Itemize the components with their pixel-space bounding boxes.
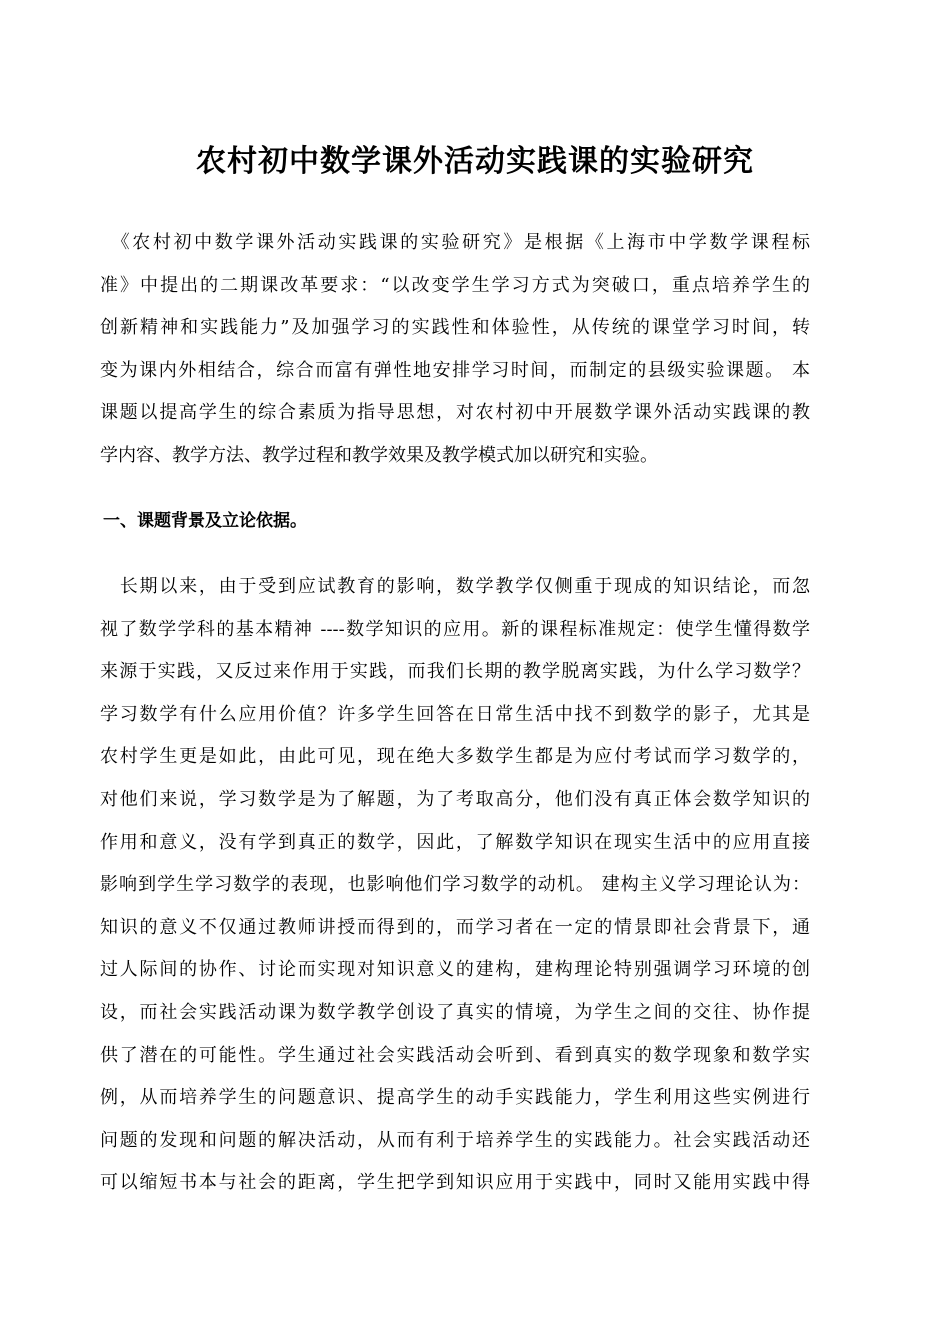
body-line: 来源于实践，又反过来作用于实践，而我们长期的教学脱离实践，为什么学习数学？ (100, 661, 810, 683)
body-line: 知识的意义不仅通过教师讲授而得到的，而学习者在一定的情景即社会背景下，通 (100, 916, 810, 938)
intro-line: 变为课内外相结合，综合而富有弹性地安排学习时间，而制定的县级实验课题。 本 (100, 359, 810, 381)
document-title: 农村初中数学课外活动实践课的实验研究 (196, 144, 754, 179)
body-line: 对他们来说，学习数学是为了解题，为了考取高分，他们没有真正体会数学知识的 (100, 788, 810, 810)
intro-line: 准》中提出的二期课改革要求：“以改变学生学习方式为突破口，重点培养学生的 (100, 274, 810, 296)
body-line: 过人际间的协作、讨论而实现对知识意义的建构，建构理论特别强调学习环境的创 (100, 959, 810, 981)
body-line: 影响到学生学习数学的表现，也影响他们学习数学的动机。 建构主义学习理论认为： (100, 874, 810, 896)
intro-paragraph (100, 222, 810, 478)
body-line: 农村学生更是如此，由此可见，现在绝大多数学生都是为应付考试而学习数学的， (100, 746, 810, 768)
intro-line: 创新精神和实践能力”及加强学习的实践性和体验性，从传统的课堂学习时间，转 (100, 317, 810, 339)
body-paragraph (100, 566, 810, 1205)
intro-line: 学内容、教学方法、教学过程和教学效果及教学模式加以研究和实验。 (100, 444, 658, 466)
body-line: 例，从而培养学生的问题意识、提高学生的动手实践能力，学生利用这些实例进行 (100, 1087, 810, 1109)
intro-line: 课题以提高学生的综合素质为指导思想，对农村初中开展数学课外活动实践课的教 (100, 402, 810, 424)
body-line: 供了潜在的可能性。学生通过社会实践活动会听到、看到真实的数学现象和数学实 (100, 1044, 810, 1066)
intro-line: 《农村初中数学课外活动实践课的实验研究》是根据《上海市中学数学课程标 (100, 232, 810, 253)
body-line: 作用和意义，没有学到真正的数学，因此，了解数学知识在现实生活中的应用直接 (100, 831, 810, 853)
body-line: 设，而社会实践活动课为数学教学创设了真实的情境，为学生之间的交往、协作提 (100, 1001, 810, 1023)
body-line: 学习数学有什么应用价值？许多学生回答在日常生活中找不到数学的影子，尤其是 (100, 703, 810, 725)
body-line: 可以缩短书本与社会的距离，学生把学到知识应用于实践中，同时又能用实践中得 (100, 1172, 810, 1194)
section-heading: 一、课题背景及立论依据。 (103, 511, 307, 531)
body-line: 问题的发现和问题的解决活动，从而有利于培养学生的实践能力。社会实践活动还 (100, 1129, 810, 1151)
body-line: 视了数学学科的基本精神 ----数学知识的应用。新的课程标准规定：使学生懂得数学 (100, 618, 810, 640)
body-line: 长期以来，由于受到应试教育的影响，数学教学仅侧重于现成的知识结论，而忽 (100, 576, 810, 597)
